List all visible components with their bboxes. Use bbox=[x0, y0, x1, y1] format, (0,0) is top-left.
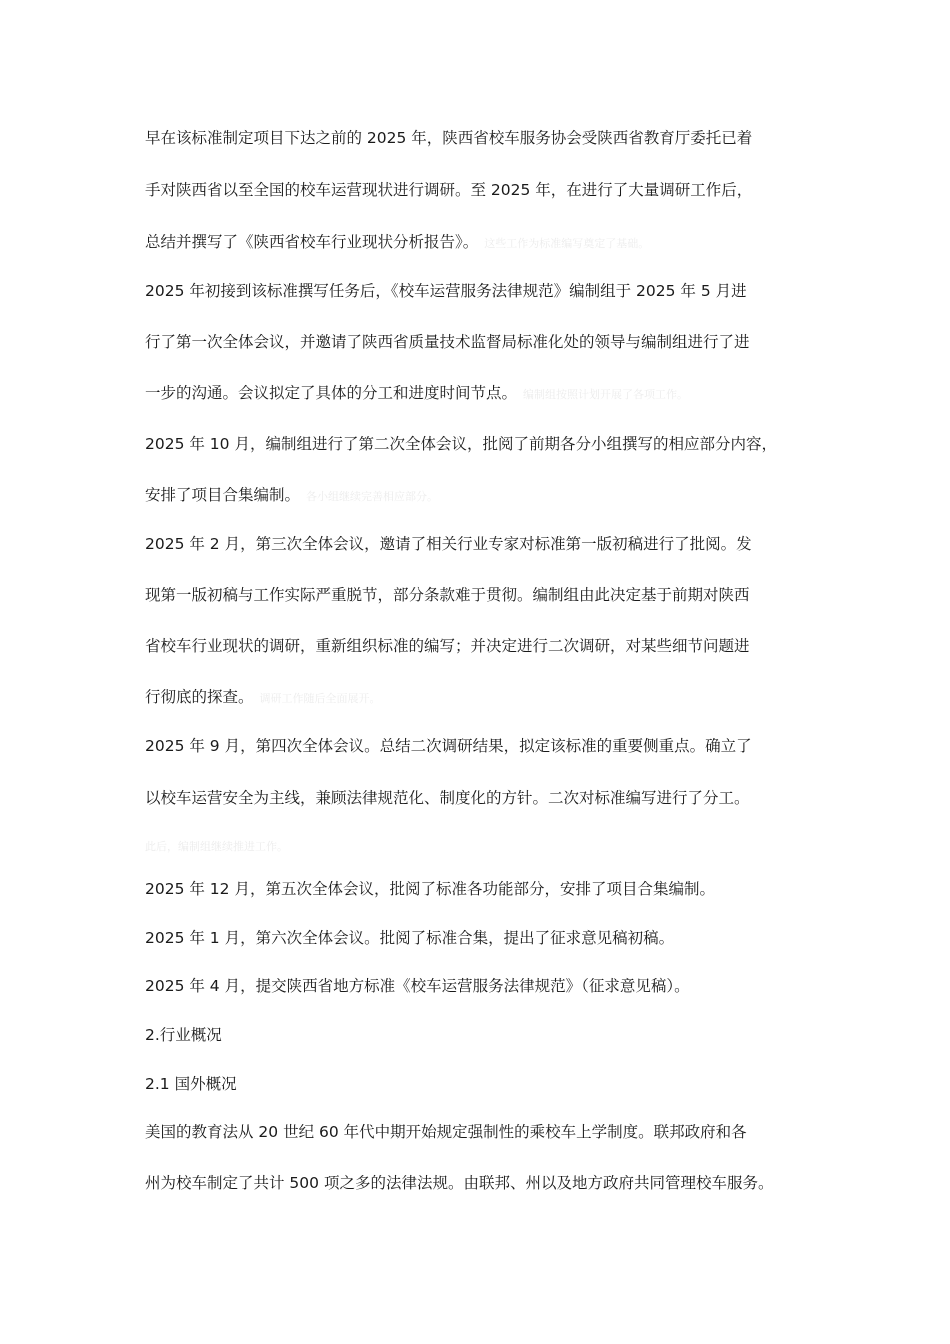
faint-text: 此后，编制组继续推进工作。 bbox=[145, 840, 288, 853]
paragraph-line: 2025 年 2 月，第三次全体会议，邀请了相关行业专家对标准第一版初稿进行了批阅。发 bbox=[145, 535, 752, 553]
paragraph-line: 省校车行业现状的调研，重新组织标准的编写；并决定进行二次调研，对某些细节问题进 bbox=[145, 637, 750, 655]
paragraph-text: 安排了项目合集编制。 bbox=[145, 486, 301, 504]
paragraph-line bbox=[145, 485, 438, 507]
paragraph-line: 以校车运营安全为主线，兼顾法律规范化、制度化的方针。二次对标准编写进行了分工。 bbox=[145, 789, 750, 807]
paragraph-line: 2025 年初接到该标准撰写任务后，《校车运营服务法律规范》编制组于 2025 年 5 月进 bbox=[145, 282, 747, 300]
faint-text: 调研工作随后全面展开。 bbox=[259, 692, 381, 705]
paragraph-line: 2025 年 10 月，编制组进行了第二次全体会议，批阅了前期各分小组撰写的相应部分内容， bbox=[145, 435, 777, 453]
faint-text: 各小组继续完善相应部分。 bbox=[306, 490, 439, 503]
paragraph-line: 2025 年 12 月，第五次全体会议，批阅了标准各功能部分，安排了项目合集编制。 bbox=[145, 880, 715, 898]
section-heading: 2.行业概况 bbox=[145, 1026, 222, 1044]
paragraph-line: 行了第一次全体会议，并邀请了陕西省质量技术监督局标准化处的领导与编制组进行了进 bbox=[145, 333, 750, 351]
paragraph-line: 2025 年 9 月，第四次全体会议。总结二次调研结果，拟定该标准的重要侧重点。确立了 bbox=[145, 737, 752, 755]
paragraph-text: 行彻底的探查。 bbox=[145, 688, 254, 706]
subsection-heading: 2.1 国外概况 bbox=[145, 1075, 237, 1093]
paragraph-line: 手对陕西省以至全国的校车运营现状进行调研。至 2025 年，在进行了大量调研工作后， bbox=[145, 181, 753, 199]
paragraph-line bbox=[145, 687, 381, 709]
paragraph-text: 一步的沟通。会议拟定了具体的分工和进度时间节点。 bbox=[145, 384, 518, 402]
paragraph-line: 美国的教育法从 20 世纪 60 年代中期开始规定强制性的乘校车上学制度。联邦政府和各 bbox=[145, 1123, 747, 1141]
paragraph-line: 现第一版初稿与工作实际严重脱节，部分条款难于贯彻。编制组由此决定基于前期对陕西 bbox=[145, 586, 750, 604]
faint-text: 这些工作为标准编写奠定了基础。 bbox=[484, 237, 650, 250]
paragraph-text: 总结并撰写了《陕西省校车行业现状分析报告》。 bbox=[145, 233, 479, 251]
paragraph-line: 2025 年 4 月，提交陕西省地方标准《校车运营服务法律规范》（征求意见稿）。 bbox=[145, 977, 690, 995]
paragraph-line bbox=[145, 383, 688, 405]
paragraph-line: 2025 年 1 月，第六次全体会议。批阅了标准合集，提出了征求意见稿初稿。 bbox=[145, 929, 675, 947]
faint-text: 编制组按照计划开展了各项工作。 bbox=[523, 388, 689, 401]
paragraph-line bbox=[145, 232, 649, 254]
paragraph-line: 早在该标准制定项目下达之前的 2025 年，陕西省校车服务协会受陕西省教育厅委托已着 bbox=[145, 129, 753, 147]
paragraph-line: 州为校车制定了共计 500 项之多的法律法规。由联邦、州以及地方政府共同管理校车服务。 bbox=[145, 1174, 774, 1192]
